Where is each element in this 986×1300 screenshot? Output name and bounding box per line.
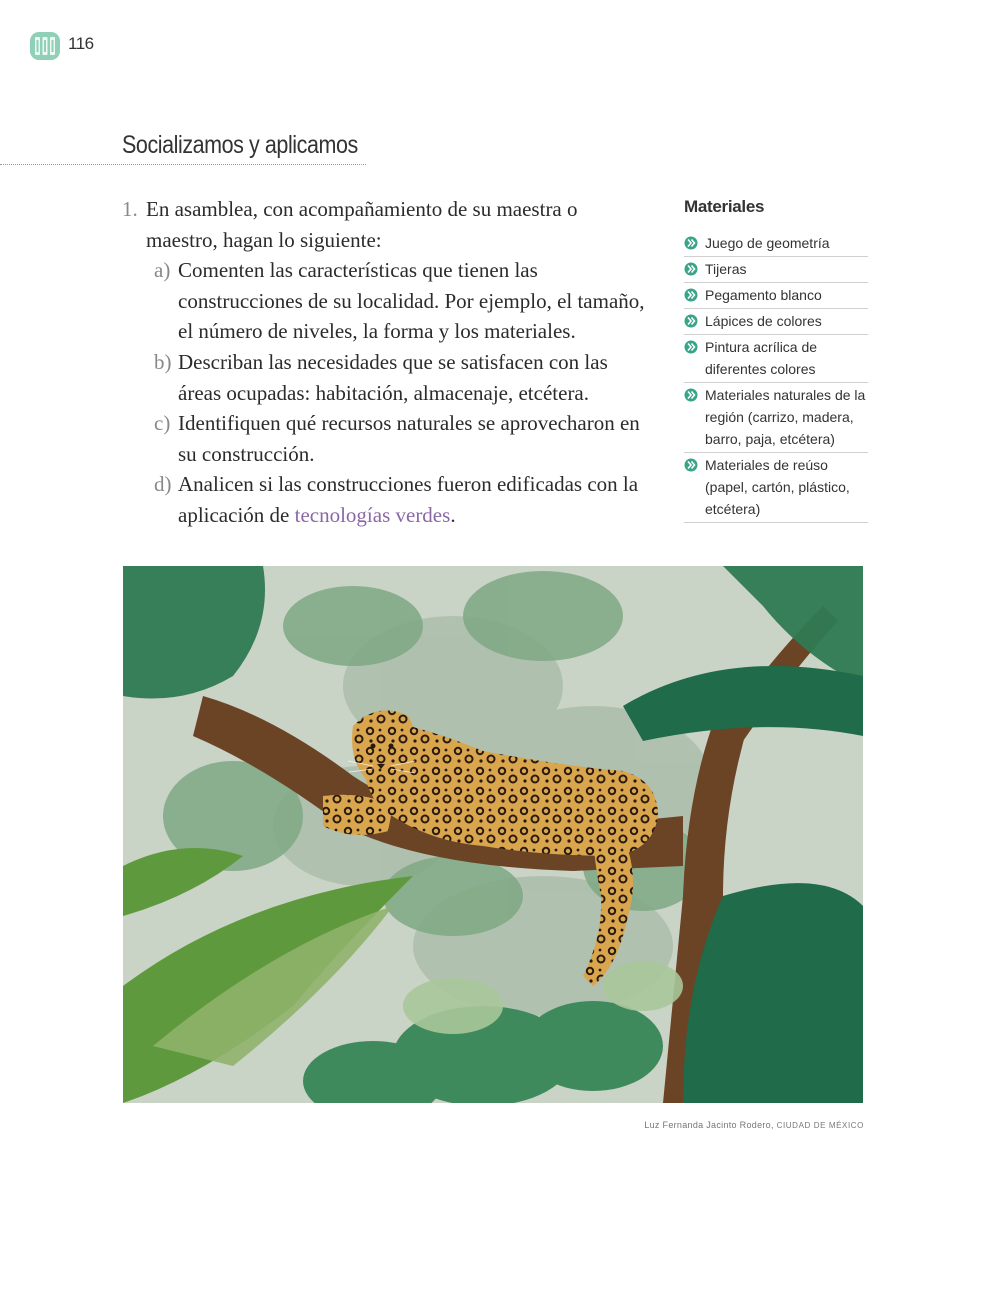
materials-box xyxy=(684,197,868,523)
text-line: Comenten las características que tienen las xyxy=(178,258,538,283)
text-line: el número de niveles, la forma y los materiales. xyxy=(178,319,576,344)
activity-subitem-b xyxy=(154,347,667,408)
jaguar-jungle-illustration xyxy=(123,566,863,1103)
subitem-letter: b) xyxy=(154,349,172,374)
item-line: diferentes colores xyxy=(705,361,816,377)
chevron-right-icon xyxy=(684,312,698,334)
activity-subitem-c xyxy=(154,408,667,469)
section-title: Socializamos y aplicamos xyxy=(122,131,358,159)
activity-number: 1. xyxy=(122,197,138,221)
page-number: 116 xyxy=(68,34,94,53)
glossary-term-link[interactable]: tecnologías verdes xyxy=(294,502,451,527)
item-line: etcétera) xyxy=(705,501,761,517)
item-line: región (carrizo, madera, xyxy=(705,409,854,425)
materials-list xyxy=(684,231,868,523)
text-line-last xyxy=(178,500,667,531)
materials-item xyxy=(684,453,868,523)
materials-item xyxy=(684,257,868,283)
chevron-right-icon xyxy=(684,386,698,408)
text-line: áreas ocupadas: habitación, almacenaje, etcétera. xyxy=(178,380,590,405)
chevron-right-icon xyxy=(684,286,698,308)
text-line: Analicen si las construcciones fueron edificadas con la xyxy=(178,472,639,497)
materials-item xyxy=(684,283,868,309)
subitem-letter: c) xyxy=(154,411,171,436)
item-line: Pintura acrílica de xyxy=(705,339,818,355)
item-line: Materiales de reúso xyxy=(705,457,828,473)
chevron-right-icon xyxy=(684,456,698,478)
item-line: barro, paja, etcétera) xyxy=(705,431,835,447)
text-line: maestro, hagan lo siguiente: xyxy=(146,227,382,252)
text-line: Identifiquen qué recursos naturales se aprovecharon en xyxy=(178,411,640,436)
chevron-right-icon xyxy=(684,338,698,360)
item-line: Materiales naturales de la xyxy=(705,387,866,403)
chevron-right-icon xyxy=(684,260,698,282)
text-line: su construcción. xyxy=(178,441,315,466)
text-line: Describan las necesidades que se satisfacen con las xyxy=(178,349,608,374)
materials-item xyxy=(684,231,868,257)
activity-lead xyxy=(146,194,667,255)
text-line: En asamblea, con acompañamiento de su maestra o xyxy=(146,197,578,221)
activity-subitem-d xyxy=(154,469,667,530)
text-suffix: . xyxy=(450,502,456,527)
chevron-right-icon xyxy=(684,234,698,256)
item-line: Pegamento blanco xyxy=(705,287,822,303)
credit-author: Luz Fernanda Jacinto Rodero, xyxy=(644,1120,774,1130)
activity-item-1 xyxy=(122,194,667,255)
item-line: (papel, cartón, plástico, xyxy=(705,479,850,495)
subitem-letter: a) xyxy=(154,258,171,283)
subitem-letter: d) xyxy=(154,472,172,497)
illustration-credit xyxy=(644,1120,864,1130)
credit-place: CIUDAD DE MÉXICO xyxy=(776,1121,864,1130)
activity-list xyxy=(122,194,667,531)
activity-subitem-a xyxy=(154,255,667,347)
page-badge-icon xyxy=(30,32,60,60)
materials-title: Materiales xyxy=(684,197,765,216)
title-divider xyxy=(0,164,366,165)
materials-item xyxy=(684,383,868,453)
materials-item xyxy=(684,335,868,383)
item-line: Tijeras xyxy=(705,261,747,277)
materials-item xyxy=(684,309,868,335)
item-line: Juego de geometría xyxy=(705,235,830,251)
text-line: construcciones de su localidad. Por ejemplo, el tamaño, xyxy=(178,288,645,313)
text-prefix: aplicación de xyxy=(178,502,295,527)
item-line: Lápices de colores xyxy=(705,313,822,329)
